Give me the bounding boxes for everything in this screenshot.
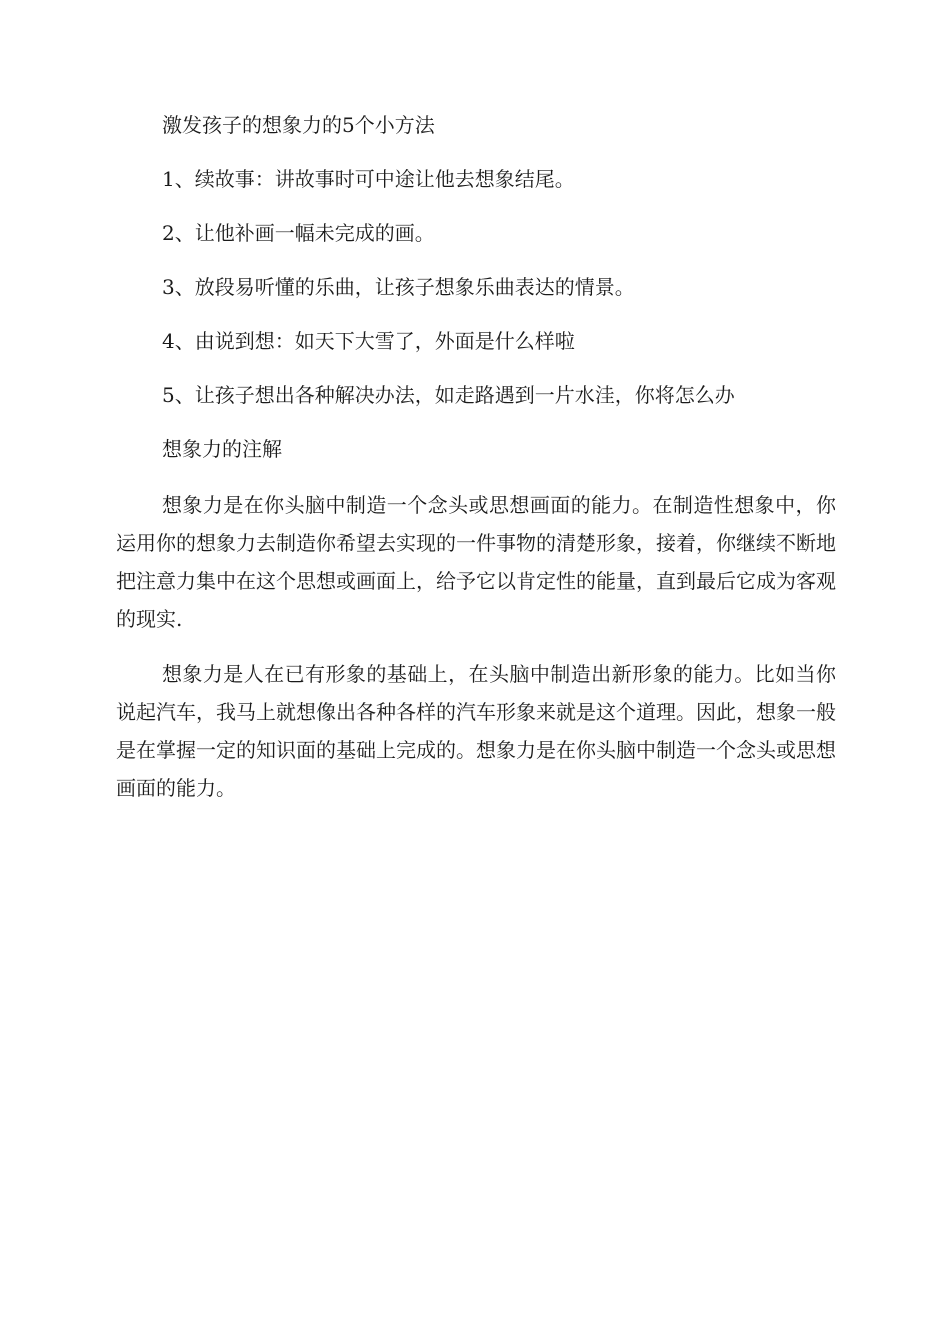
document-body <box>116 110 836 824</box>
paragraph-2: 想象力是人在已有形象的基础上，在头脑中制造出新形象的能力。比如当你说起汽车，我马上就想像出各种各样的汽车形象来就是这个道理。因此，想象一般是在掌握一定的知识面的基础上完成的。想象力是在你头脑中制造一个念头或思想画面的能力。 <box>116 662 836 800</box>
section-heading: 想象力的注解 <box>162 437 282 461</box>
method-item-4: 4、由说到想：如天下大雪了，外面是什么样啦 <box>162 329 575 353</box>
paragraph-1: 想象力是在你头脑中制造一个念头或思想画面的能力。在制造性想象中，你运用你的想象力去制造你希望去实现的一件事物的清楚形象，接着，你继续不断地把注意力集中在这个思想或画面上，给予它以肯定性的能量，直到最后它成为客观的现实. <box>116 493 836 631</box>
document-title: 激发孩子的想象力的5个小方法 <box>162 113 435 137</box>
method-item-5: 5、让孩子想出各种解决办法，如走路遇到一片水洼，你将怎么办 <box>162 383 735 407</box>
method-item-2: 2、让他补画一幅未完成的画。 <box>162 221 435 245</box>
method-item-1: 1、续故事：讲故事时可中途让他去想象结尾。 <box>162 167 575 191</box>
method-item-3: 3、放段易听懂的乐曲，让孩子想象乐曲表达的情景。 <box>162 275 635 299</box>
